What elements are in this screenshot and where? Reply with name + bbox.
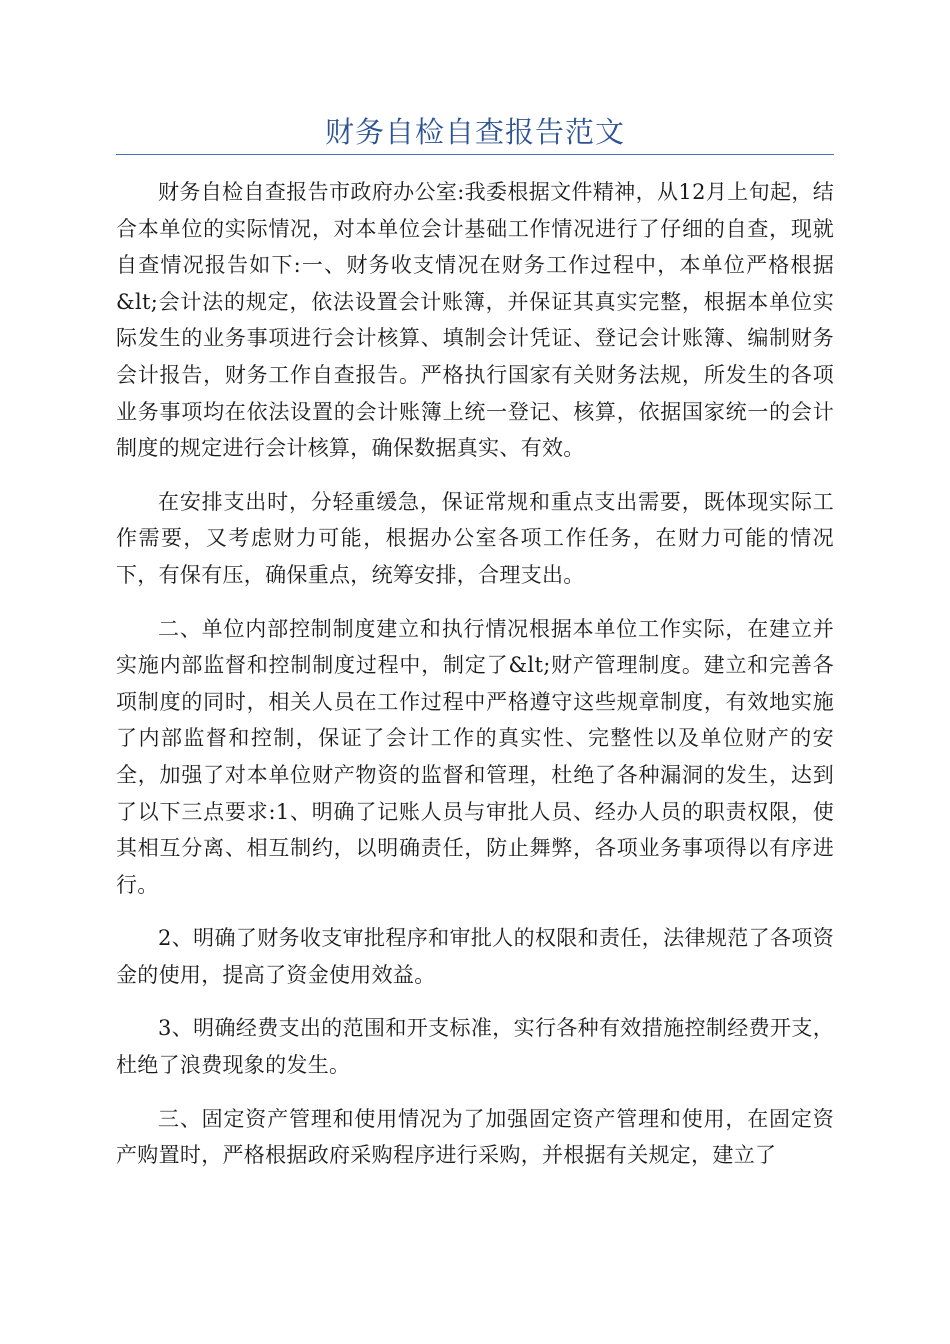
paragraph-4: 2、明确了财务收支审批程序和审批人的权限和责任，法律规范了各项资金的使用，提高了资金使用效益。 [116, 926, 834, 987]
paragraph-3: 二、单位内部控制制度建立和执行情况根据本单位工作实际，在建立并实施内部监督和控制制度过程中，制定了&lt;财产管理制度。建立和完善各项制度的同时，相关人员在工作过程中严格遵守这些规章制度，有效地实施了内部监督和控制，保证了会计工作的真实性、完整性以及单位财产的安全，加强了对本单位财产物资的监督和管理，杜绝了各种漏洞的发生，达到了以下三点要求:1、明确了记账人员与审批人员、经办人员的职责权限，使其相互分离、相互制约，以明确责任，防止舞弊，各项业务事项得以有序进行。 [116, 616, 834, 897]
paragraph-6: 三、固定资产管理和使用情况为了加强固定资产管理和使用，在固定资产购置时，严格根据政府采购程序进行采购，并根据有关规定，建立了 [116, 1106, 834, 1168]
paragraph-1: 财务自检自查报告市政府办公室:我委根据文件精神，从12月上旬起，结合本单位的实际情况，对本单位会计基础工作情况进行了仔细的自查，现就自查情况报告如下:一、财务收支情况在财务工作过程中，本单位严格根据&lt;会计法的规定，依法设置会计账簿，并保证其真实完整，根据本单位实际发生的业务事项进行会计核算、填制会计凭证、登记会计账簿、编制财务会计报告，财务工作自查报告。严格执行国家有关财务法规，所发生的各项业务事项均在依法设置的会计账簿上统一登记、核算，依据国家统一的会计制度的规定进行会计核算，确保数据真实、有效。 [116, 180, 834, 461]
document-body [116, 174, 834, 1191]
document-title: 财务自检自查报告范文 [324, 115, 625, 149]
title-underline [116, 154, 834, 155]
paragraph-2: 在安排支出时，分轻重缓急，保证常规和重点支出需要，既体现实际工作需要，又考虑财力可能，根据办公室各项工作任务，在财力可能的情况下，有保有压，确保重点，统筹安排，合理支出。 [116, 489, 834, 587]
paragraph-5: 3、明确经费支出的范围和开支标准，实行各种有效措施控制经费开支，杜绝了浪费现象的发生。 [116, 1016, 834, 1078]
